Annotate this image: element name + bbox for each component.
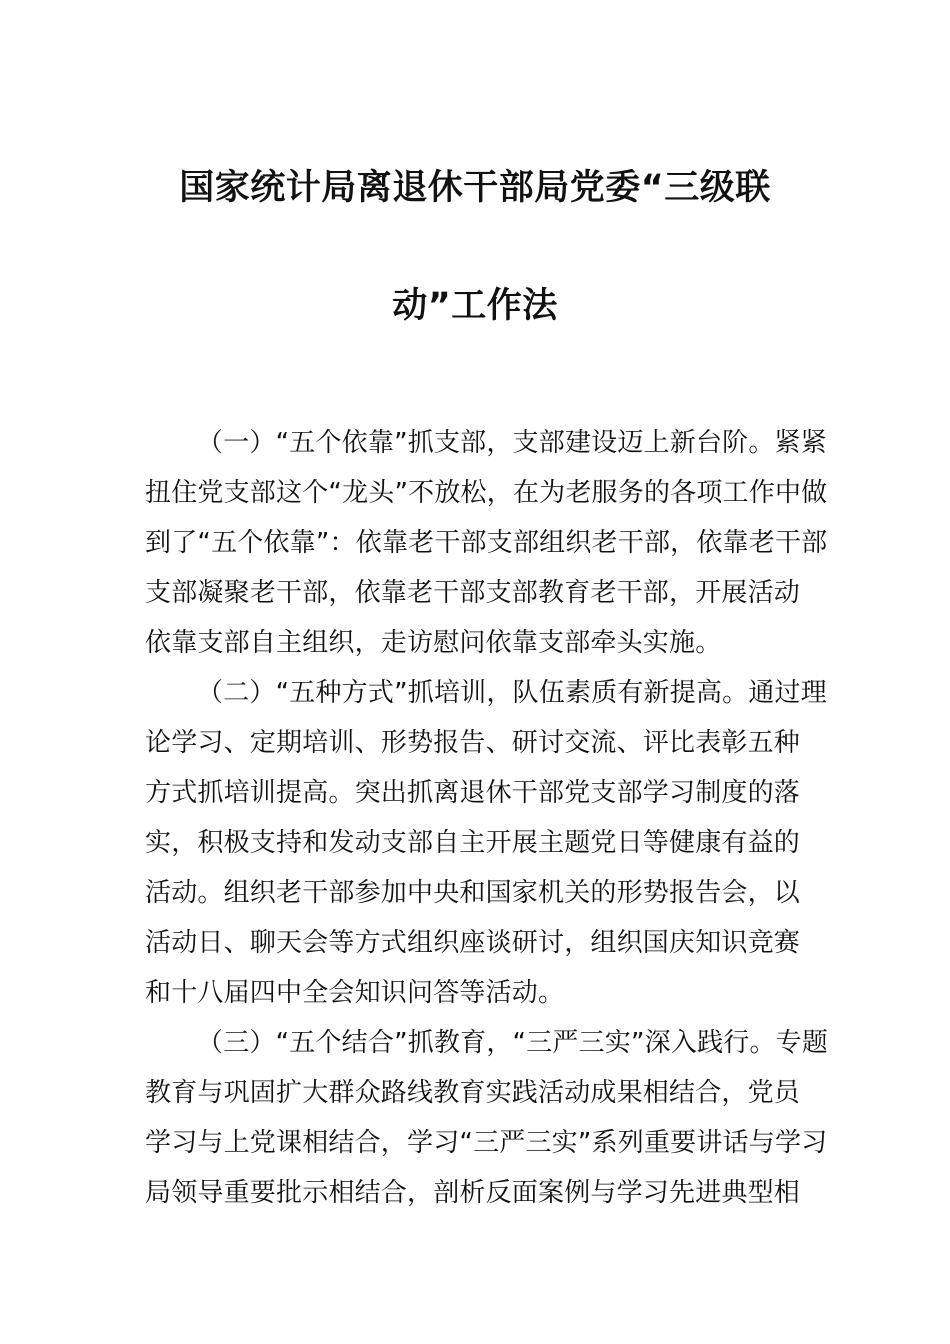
paragraph-2-line: 活动日、聊天会等方式组织座谈研讨，组织国庆知识竞赛 [145,928,801,958]
paragraph-2-line: 活动。组织老干部参加中央和国家机关的形势报告会，以 [145,878,801,908]
paragraph-3-line: （三）“五个结合”抓教育，“三严三实”深入践行。专题 [197,1028,829,1058]
paragraph-2-line: 方式抓培训提高。突出抓离退休干部党支部学习制度的落 [145,778,801,808]
paragraph-1-line: （一）“五个依靠”抓支部，支部建设迈上新台阶。紧紧 [197,428,827,458]
paragraph-3-line: 教育与巩固扩大群众路线教育实践活动成果相结合，党员 [145,1078,801,1108]
paragraph-3-line: 局领导重要批示相结合，剖析反面案例与学习先进典型相 [145,1178,801,1208]
paragraph-2-line: 和十八届四中全会知识问答等活动。 [145,978,565,1008]
paragraph-2-line: 论学习、定期培训、形势报告、研讨交流、评比表彰五种 [145,728,801,758]
document-title-line-2: 动”工作法 [392,286,558,326]
paragraph-1-line: 依靠支部自主组织，走访慰问依靠支部牵头实施。 [145,628,722,658]
paragraph-2-line: 实，积极支持和发动支部自主开展主题党日等健康有益的 [145,828,801,858]
paragraph-1-line: 支部凝聚老干部，依靠老干部支部教育老干部，开展活动 [145,578,801,608]
paragraph-2-line: （二）“五种方式”抓培训，队伍素质有新提高。通过理 [197,678,827,708]
document-body [145,418,829,1218]
paragraph-1-line: 扭住党支部这个“龙头”不放松，在为老服务的各项工作中做 [145,478,828,508]
paragraph-1-line: 到了“五个依靠”：依靠老干部支部组织老干部，依靠老干部 [145,528,828,558]
document-title-line-1: 国家统计局离退休干部局党委“三级联 [179,168,771,208]
paragraph-3-line: 学习与上党课相结合，学习“三严三实”系列重要讲话与学习 [145,1128,828,1158]
